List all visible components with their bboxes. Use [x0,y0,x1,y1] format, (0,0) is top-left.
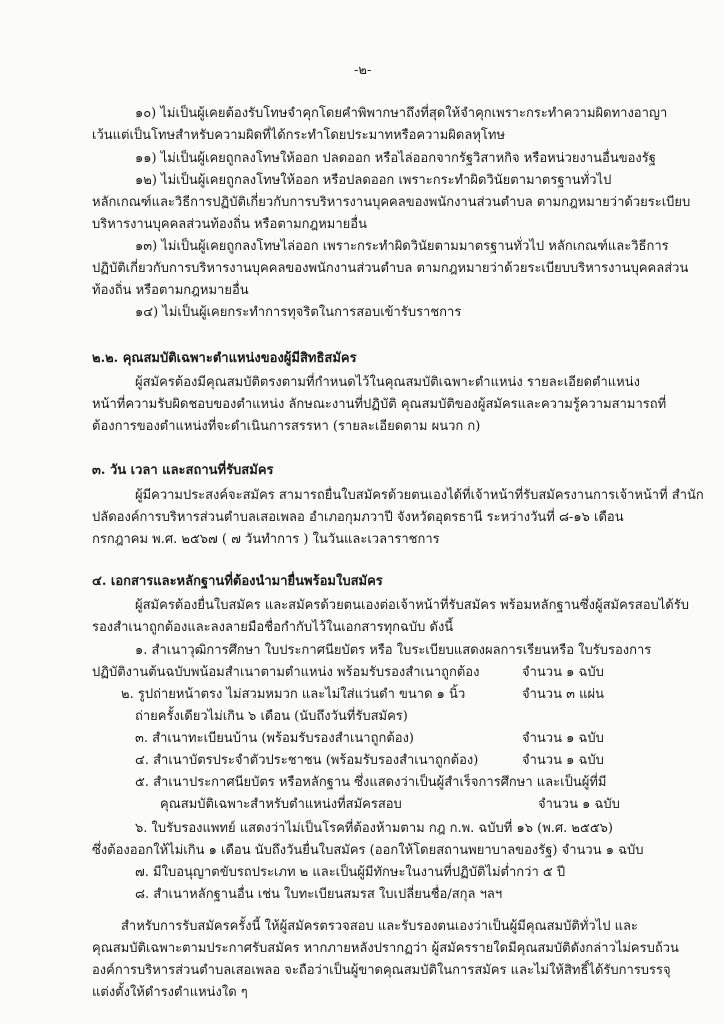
closing-paragraph: แต่งตั้งให้ดำรงตำแหน่งใด ๆ [92,985,248,1000]
section-4-text: รองสำเนาถูกต้องและลงลายมือชื่อกำกับไว้ในเอกสารทุกฉบับ ดังนี้ [92,620,454,635]
doc-item-8: ๘. สำเนาหลักฐานอื่น เช่น ใบทะเบียนสมรส ใบเปลี่ยนชื่อ/สกุล ฯลฯ [135,887,503,902]
clause-10: ๑๐) ไม่เป็นผู้เคยต้องรับโทษจำคุกโดยคำพิพากษาถึงที่สุดให้จำคุกเพราะกระทำความผิดทางอาญา [135,106,668,121]
doc-item-1-cont: ปฏิบัติงานต้นฉบับพน้อมสำเนาตามตำแหน่ง พร้อมรับรองสำเนาถูกต้อง [92,665,480,680]
doc-item-5-cont: คุณสมบัติเฉพาะสำหรับตำแหน่งที่สมัครสอบ [160,797,402,812]
clause-13-cont: ท้องถิ่น หรือตามกฎหมายอื่น [92,283,249,298]
section-heading-4: ๔. เอกสารและหลักฐานที่ต้องนำมายื่นพร้อมใบสมัคร [92,574,383,589]
doc-item-2: ๒. รูปถ่ายหน้าตรง ไม่สวมหมวก และไม่ใส่แว่นดำ ขนาด ๑ นิ้ว [121,687,466,702]
doc-item-5-qty: จำนวน ๑ ฉบับ [538,797,620,812]
clause-13: ๑๓) ไม่เป็นผู้เคยถูกลงโทษไล่ออก เพราะกระทำผิดวินัยตามมาตรฐานทั่วไป หลักเกณฑ์และวิธีการ [135,239,669,254]
doc-item-3: ๓. สำเนาทะเบียนบ้าน (พร้อมรับรองสำเนาถูกต้อง) [135,731,414,746]
clause-11: ๑๑) ไม่เป็นผู้เคยถูกลงโทษให้ออก ปลดออก หรือไล่ออกจากรัฐวิสาหกิจ หรือหน่วยงานอื่นของรัฐ [135,151,656,166]
section-4-text: ผู้สมัครต้องยื่นใบสมัคร และสมัครด้วยตนเองต่อเจ้าหน้าที่รับสมัคร พร้อมหลักฐานซึ่งผู้สมัครสอบได้รับ [135,598,689,613]
section-heading-3: ๓. วัน เวลา และสถานที่รับสมัคร [92,463,274,478]
closing-paragraph: สำหรับการรับสมัครครั้งนี้ ให้ผู้สมัครตรวจสอบ และรับรองตนเองว่าเป็นผู้มีคุณสมบัติทั่วไป และ [121,919,638,934]
doc-item-6: ๖. ใบรับรองแพทย์ แสดงว่าไม่เป็นโรคที่ต้องห้ามตาม กฎ ก.พ. ฉบับที่ ๑๖ (พ.ศ. ๒๕๕๖) [135,821,613,836]
page-number: -๒- [354,63,372,78]
doc-item-1-qty: จำนวน ๑ ฉบับ [522,665,604,680]
doc-item-3-qty: จำนวน ๑ ฉบับ [522,731,604,746]
closing-paragraph: คุณสมบัติเฉพาะตามประกาศรับสมัคร หากภายหลังปรากฏว่า ผู้สมัครรายใดมีคุณสมบัติดังกล่าวไม่ครบถ้วน [92,941,679,956]
doc-item-5: ๕. สำเนาประกาศนียบัตร หรือหลักฐาน ซึ่งแสดงว่าเป็นผู้สำเร็จการศึกษา และเป็นผู้ที่มี [135,775,607,790]
section-2-2-text: ต้องการของตำแหน่งที่จะดำเนินการสรรหา (รายละเอียดตาม ผนวก ก) [92,419,481,434]
clause-14: ๑๔) ไม่เป็นผู้เคยกระทำการทุจริตในการสอบเข้ารับราชการ [135,305,462,320]
doc-item-6-cont: ซึ่งต้องออกให้ไม่เกิน ๑ เดือน นับถึงวันยื่นใบสมัคร (ออกให้โดยสถานพยาบาลของรัฐ) จำนวน ๑ ฉบับ [92,843,644,858]
clause-10-cont: เว้นแต่เป็นโทษสำหรับความผิดที่ได้กระทำโดยประมาทหรือความผิดลหุโทษ [92,128,506,143]
clause-13-cont: ปฏิบัติเกี่ยวกับการบริหารงานบุคคลของพนักงานส่วนตำบล ตามกฎหมายว่าด้วยระเบียบบริหารงานบุคคลส่วน [92,261,689,276]
closing-paragraph: องค์การบริหารส่วนตำบลเสอเพลอ จะถือว่าเป็นผู้ขาดคุณสมบัติในการสมัคร และไม่ให้สิทธิ์ได้รับการบรรจุ [92,963,671,978]
doc-item-2-qty: จำนวน ๓ แผ่น [522,687,605,702]
section-heading-2-2: ๒.๒. คุณสมบัติเฉพาะตำแหน่งของผู้มีสิทธิสมัคร [92,351,357,366]
section-2-2-text: ผู้สมัครต้องมีคุณสมบัติตรงตามที่กำหนดไว้ในคุณสมบัติเฉพาะตำแหน่ง รายละเอียดตำแหน่ง [135,375,640,390]
clause-12: ๑๒) ไม่เป็นผู้เคยถูกลงโทษให้ออก หรือปลดออก เพราะกระทำผิดวินัยตามาตรฐานทั่วไป [135,173,612,188]
section-3-text: กรกฎาคม พ.ศ. ๒๕๖๗ ( ๗ วันทำการ ) ในวันและเวลาราชการ [92,532,440,547]
section-3-text: ผู้มีความประสงค์จะสมัคร สามารถยื่นใบสมัครด้วยตนเองได้ที่เจ้าหน้าที่รับสมัครงานการเจ้าหน้าที่ สำนัก [135,488,704,503]
doc-item-4-qty: จำนวน ๑ ฉบับ [522,753,604,768]
clause-12-cont: หลักเกณฑ์และวิธีการปฏิบัติเกี่ยวกับการบริหารงานบุคคลของพนักงานส่วนตำบล ตามกฎหมายว่าด้วยระเบียบ [92,195,691,210]
doc-item-7: ๗. มีใบอนุญาตขับรถประเภท ๒ และเป็นผู้มีทักษะในงานที่ปฏิบัติไม่ต่ำกว่า ๕ ปี [135,865,566,880]
doc-item-2-cont: ถ่ายครั้งเดียวไม่เกิน ๖ เดือน (นับถึงวันที่รับสมัคร) [135,709,408,724]
doc-item-4: ๔. สำเนาบัตรประจำตัวประชาชน (พร้อมรับรองสำเนาถูกต้อง) [135,753,479,768]
section-2-2-text: หน้าที่ความรับผิดชอบของตำแหน่ง ลักษณะงานที่ปฏิบัติ คุณสมบัติของผู้สมัครและความรู้ความสามารถที่ [92,397,667,412]
section-3-text: ปลัดองค์การบริหารส่วนตำบลเสอเพลอ อำเภอกุมภวาปี จังหวัดอุดรธานี ระหว่างวันที่ ๘-๑๖ เดือน [92,510,624,525]
clause-12-cont: บริหารงานบุคคลส่วนท้องถิ่น หรือตามกฎหมายอื่น [92,217,367,232]
doc-item-1: ๑. สำเนาวุฒิการศึกษา ใบประกาศนียบัตร หรือ ใบระเบียบแสดงผลการเรียนหรือ ใบรับรองการ [135,643,652,658]
